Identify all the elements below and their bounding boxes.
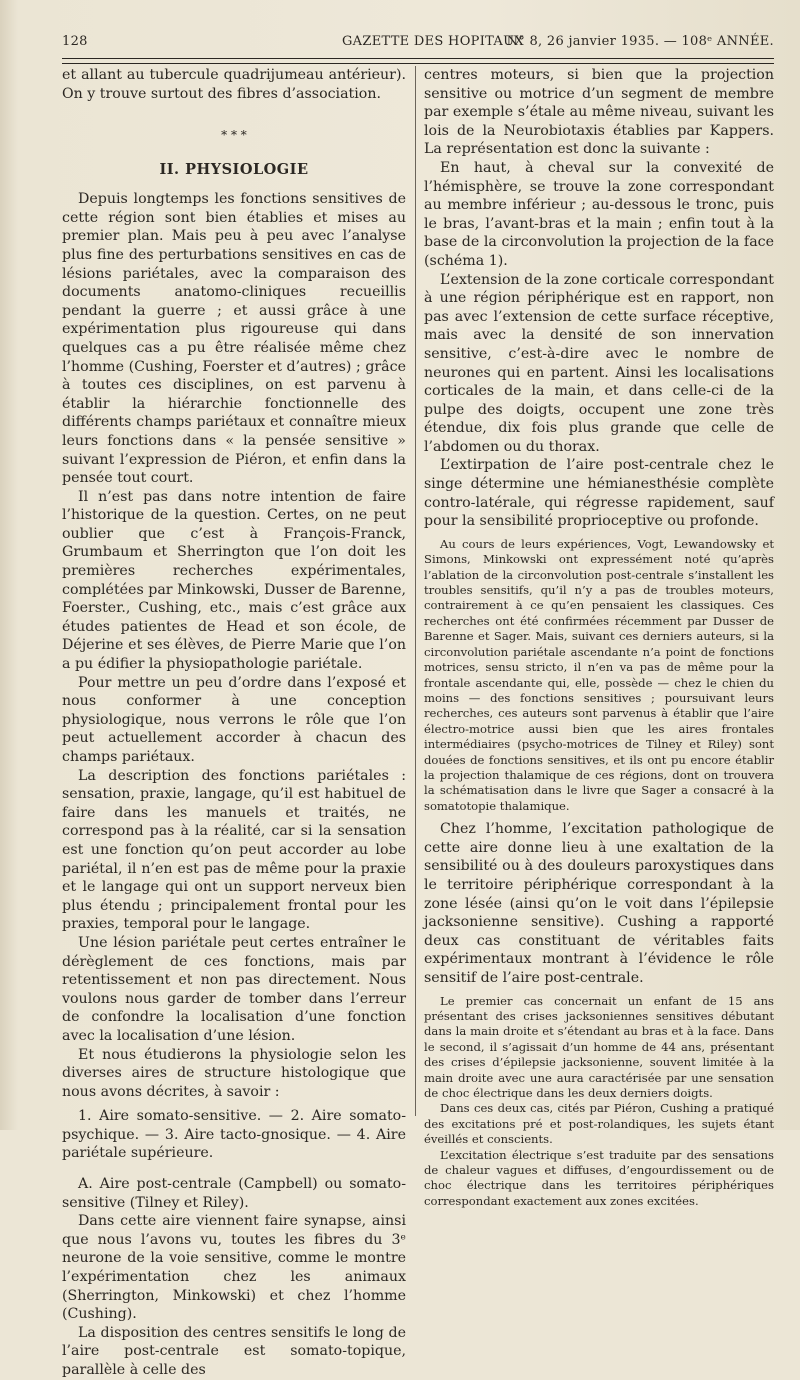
section-heading: II. PHYSIOLOGIE [159, 161, 309, 179]
small-print-paragraph: L’excitation électrique s’est traduite par des sensations de chaleur vagues et diffuses, d’engourdissement ou de choc électrique dans les territoires périphériques correspondant exactement aux zones excitées. [424, 1147, 774, 1208]
paragraph: La disposition des centres sensitifs le long de l’aire post-centrale est somato-topique, parallèle à celle des [62, 1324, 406, 1378]
paragraph: Depuis longtemps les fonctions sensitives de cette région sont bien établies et mises au premier plan. Mais peu à peu avec l’analyse plus fine des perturbations sensitives en cas de lésions pariétales, avec la comparaison des documents anatomo-cliniques recueillis pendant la guerre ; et aussi grâce à une expérimentation plus rigoureuse qui dans quelques cas a pu être réalisée même chez l’homme (Cushing, Foerster et d’autres) ; grâce à toutes ces disciplines, on est parvenu à établir la hiérarchie fonctionnelle des différents champs pariétaux et connaître mieux leurs fonctions dans « la pensée sensitive » suivant l’expression de Piéron, et enfin dans la pensée tout court. [62, 191, 406, 487]
small-print-paragraph: Le premier cas concernait un enfant de 15 ans présentant des crises jacksoniennes sensitives débutant dans la main droite et s’étendant au bras et à la face. Dans le second, il s’agissait d’un homme de 44 ans, présentant des crises d’épilepsie jacksonienne, souvent limitée à la main droite avec une aura caractérisée par une sensation de choc électrique dans les deux derniers doigts. [424, 993, 774, 1100]
paragraph: L’extirpation de l’aire post-centrale chez le singe détermine une hémianesthésie complète contro-latérale, qui régresse rapidement, sauf pour la sensibilité proprioceptive ou profonde. [424, 457, 774, 530]
page-number: 128 [62, 34, 88, 49]
left-column [62, 66, 406, 1380]
paragraph: Une lésion pariétale peut certes entraîner le dérèglement de ces fonctions, mais par retentissement et non pas directement. Nous voulons nous garder de tomber dans l’erreur de confondre la localisation d’une fonction avec la localisation d’une lésion. [62, 934, 406, 1044]
header-rule-thick [62, 58, 774, 59]
journal-title: GAZETTE DES HOPITAUX [342, 34, 524, 49]
right-column [424, 66, 774, 1209]
paragraph: Pour mettre un peu d’ordre dans l’exposé et nous conformer à une conception physiologique, nous verrons le rôle que l’on peut actuellement accorder à chacun des champs pariétaux. [62, 674, 406, 765]
paragraph: centres moteurs, si bien que la projection sensitive ou motrice d’un segment de membre par exemple s’étale au même niveau, suivant les lois de la Neurobiotaxis établies par Kappers. La représentation est donc la suivante : [424, 67, 774, 158]
column-divider [415, 66, 416, 1116]
header-rule-thin [62, 63, 774, 64]
paragraph: Chez l’homme, l’excitation pathologique de cette aire donne lieu à une exaltation de la sensibilité ou à des douleurs paroxystiques dans le territoire périphérique correspondant à la zone lésée (ainsi qu’on le voit dans l’épilepsie jacksonienne sensitive). Cushing a rapporté deux cas constituant de véritables faits expérimentaux montrant à l’évidence le rôle sensitif de l’aire post-centrale. [424, 821, 774, 986]
paragraph: Et nous étudierons la physiologie selon les diverses aires de structure histologique que nous avons décrites, à savoir : [62, 1046, 406, 1100]
paragraph: et allant au tubercule quadrijumeau antérieur). On y trouve surtout des fibres d’association. [62, 67, 406, 102]
paragraph: La description des fonctions pariétales : sensation, praxie, langage, qu’il est habituel de faire dans les manuels et traités, ne correspond pas à la réalité, car si la sensation est une fonction qu’on peut accorder au lobe pariétal, il n’en est pas de même pour la praxie et le langage qui ont un support nerveux bien plus étendu ; principalement frontal pour les praxies, temporal pour le langage. [62, 767, 406, 933]
paragraph: Dans cette aire viennent faire synapse, ainsi que nous l’avons vu, toutes les fibres du 3ᵉ neurone de la voie sensitive, comme le montre l’expérimentation chez les animaux (Sherrington, Minkowski) et chez l’homme (Cushing). [62, 1213, 406, 1323]
paragraph: En haut, à cheval sur la convexité de l’hémisphère, se trouve la zone correspondant au membre inférieur ; au-dessous le tronc, puis le bras, l’avant-bras et la main ; enfin tout à la base de la circonvolution la projection de la face (schéma 1). [424, 159, 774, 269]
small-print-paragraph: Au cours de leurs expériences, Vogt, Lewandowsky et Simons, Minkowski ont expressément noté qu’après l’ablation de la circonvolution post-centrale s’installent les troubles sensitifs, qu’il n’y a pas de troubles moteurs, contrairement à ce qu’en pensaient les classiques. Ces recherches ont été confirmées récemment par Dusser de Barenne et Sager. Mais, suivant ces derniers auteurs, si la circonvolution pariétale ascendante n’a point de fonctions motrices, sensu stricto, il n’en va pas de même pour la frontale ascendante qui, elle, possède — chez le chien du moins — des fonctions sensitives ; poursuivant leurs recherches, ces auteurs sont parvenus à établir que l’aire électro-motrice aussi bien que les aires frontales intermédiaires (psycho-motrices de Tilney et Riley) sont douées de fonctions sensitives, et ils ont pu encore établir la projection thalamique de ces régions, dont on trouvera la schématisation dans le livre que Sager a consacré à la somatotopie thalamique. [424, 536, 774, 813]
section-separator-stars: * * * [221, 128, 247, 143]
paragraph: L’extension de la zone corticale correspondant à une région périphérique est en rapport, non pas avec l’extension de cette surface réceptive, mais avec la densité de son innervation sensitive, c’est-à-dire avec le nombre de neurones qui en partent. Ainsi les localisations corticales de la main, et dans celle-ci de la pulpe des doigts, occupent une zone très étendue, dix fois plus grande que celle de l’abdomen ou du thorax. [424, 271, 774, 455]
subsection-heading: A. Aire post-centrale (Campbell) ou somato-sensitive (Tilney et Riley). [62, 1176, 406, 1211]
running-header [62, 34, 774, 56]
area-list: 1. Aire somato-sensitive. — 2. Aire somato-psychique. — 3. Aire tacto-gnosique. — 4. Aire pariétale supérieure. [62, 1108, 406, 1162]
small-print-paragraph: Dans ces deux cas, cités par Piéron, Cushing a pratiqué des excitations pré et post-rolandiques, les sujets étant éveillés et conscients. [424, 1101, 774, 1147]
issue-info: N° 8, 26 janvier 1935. — 108ᵉ ANNÉE. [506, 34, 774, 49]
paragraph: Il n’est pas dans notre intention de faire l’historique de la question. Certes, on ne peut oublier que c’est à François-Franck, Grumbaum et Sherrington que l’on doit les premières recherches expérimentales, complétées par Minkowski, Dusser de Barenne, Foerster., Cushing, etc., mais c’est grâce aux études patientes de Head et son école, de Déjerine et ses élèves, de Pierre Marie que l’on a pu édifier la physiopathologie pariétale. [62, 488, 406, 673]
